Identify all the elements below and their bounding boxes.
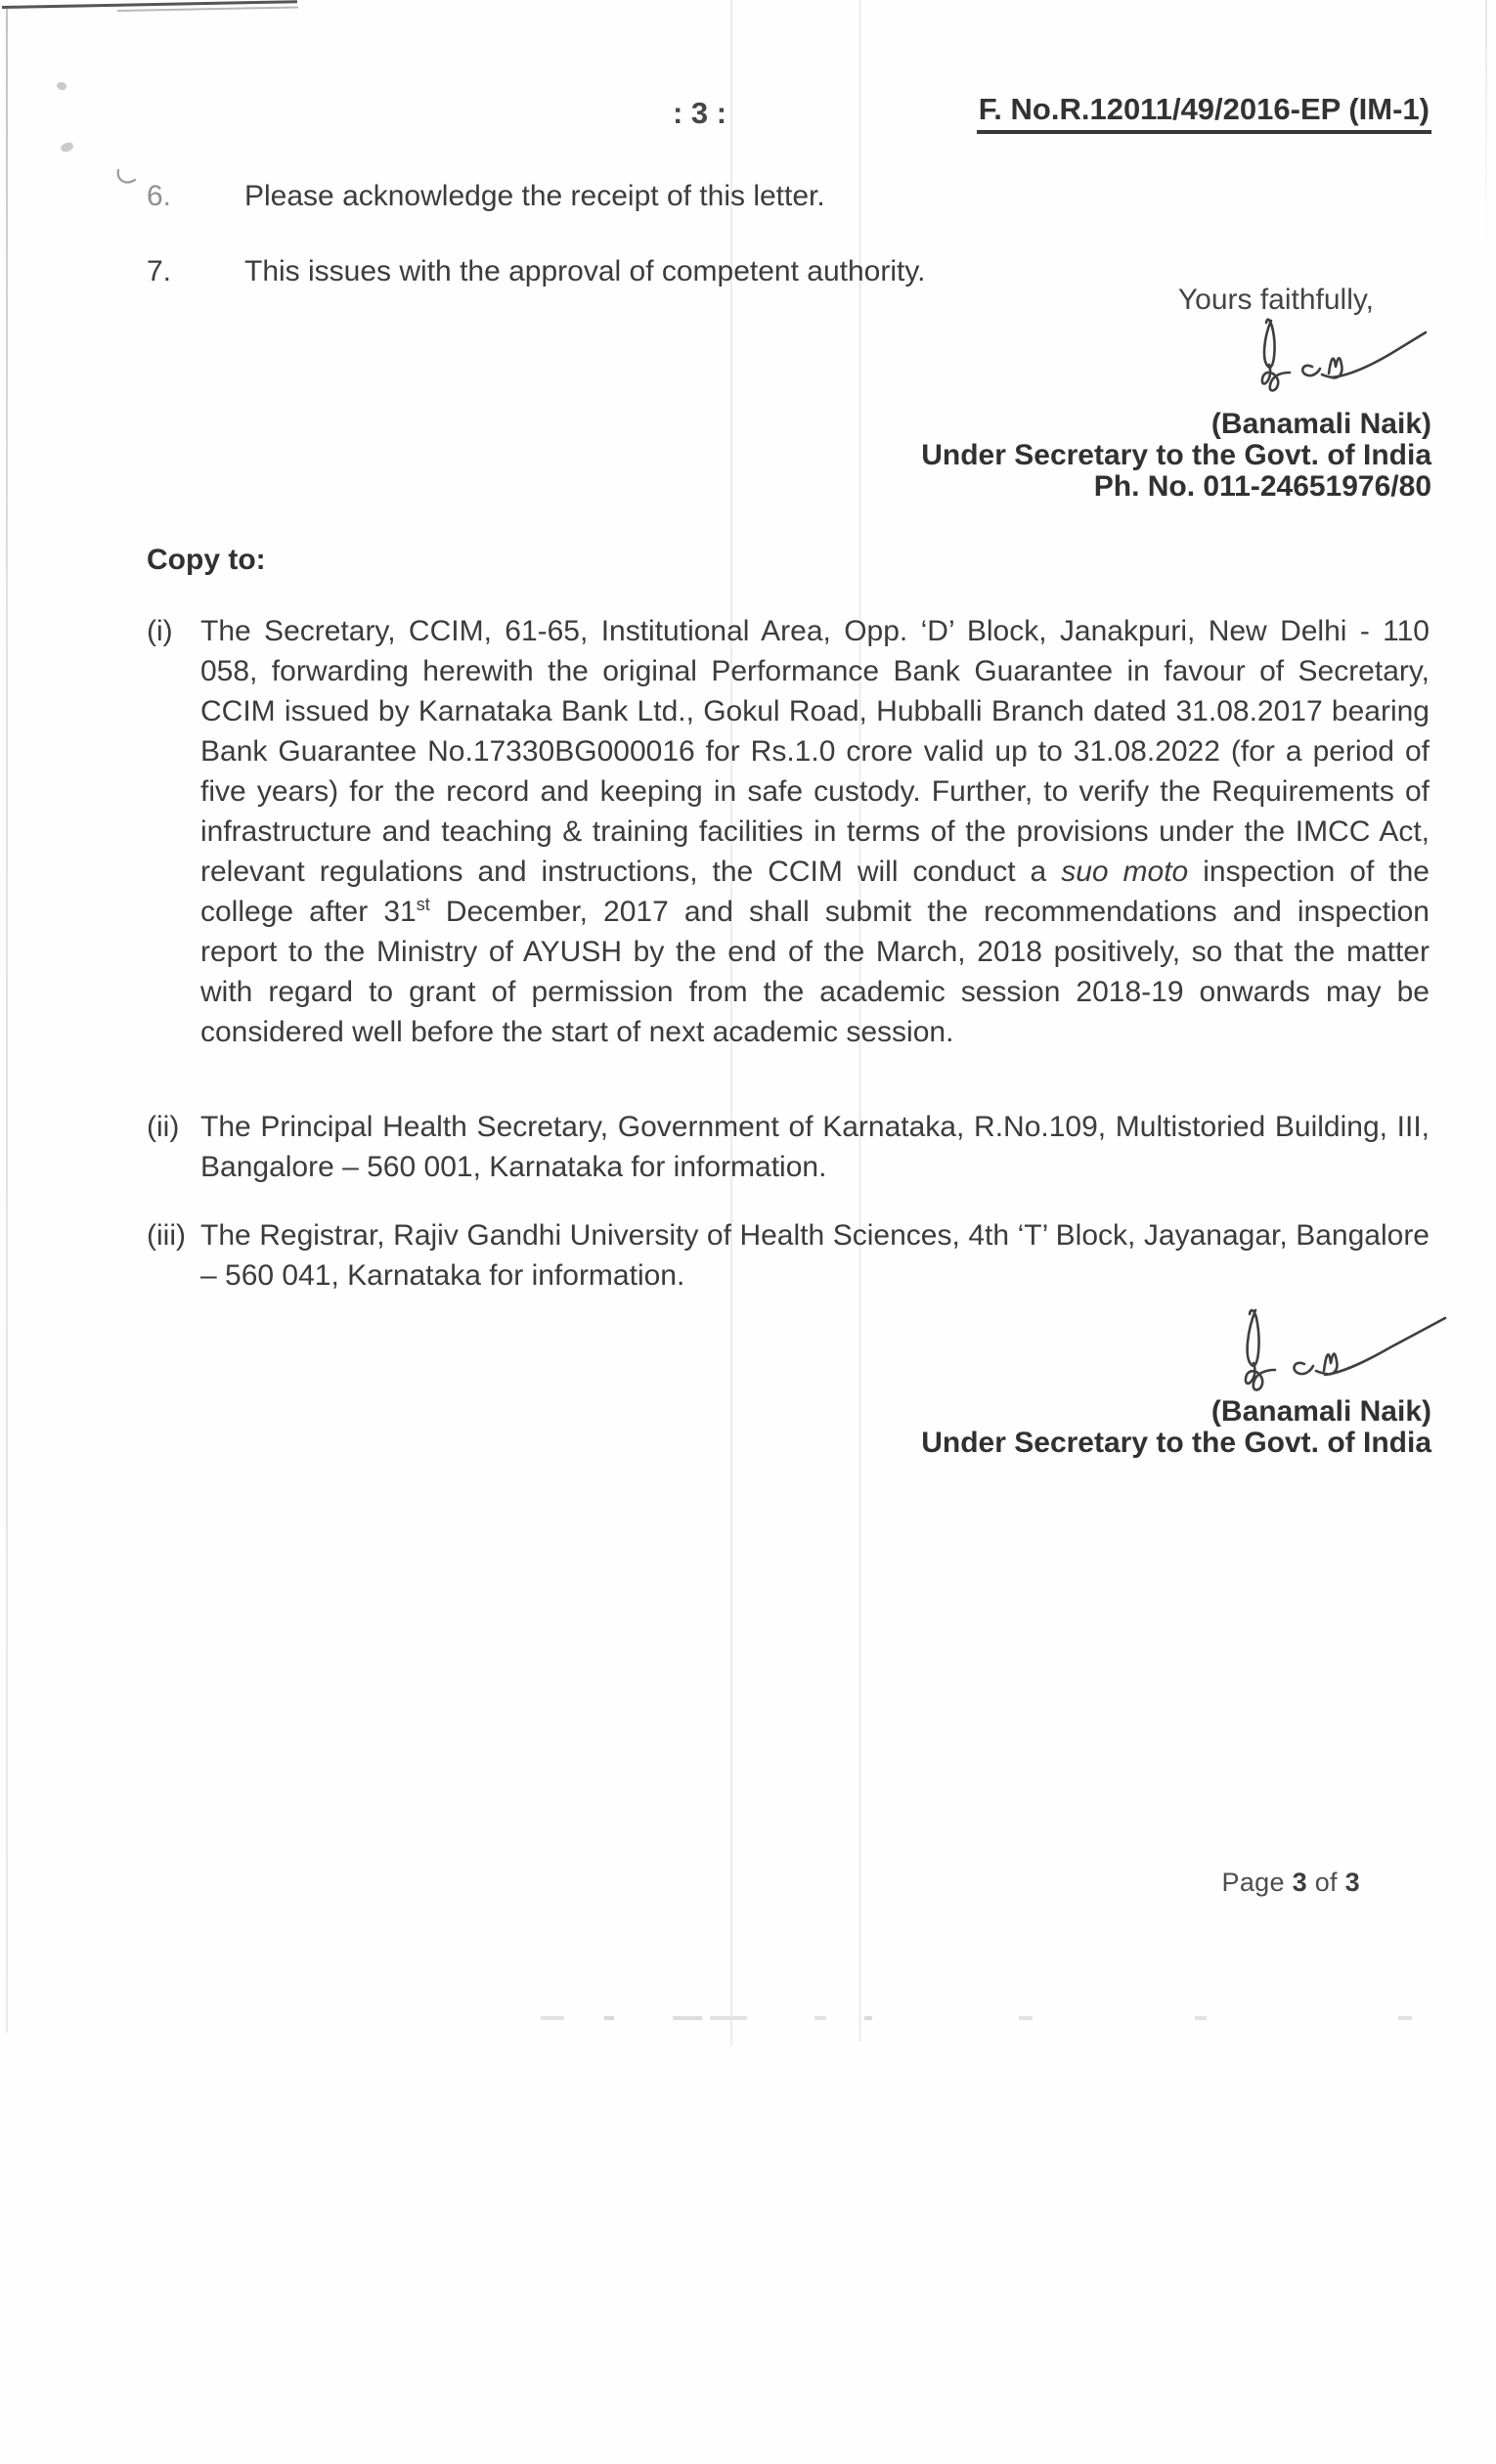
item-text: This issues with the approval of competent authority. [244,255,926,287]
scan-left-edge [6,9,8,2033]
copy-item-i [147,611,1430,1052]
copy-item-iii [147,1215,1430,1296]
scan-right-edge [1485,0,1487,254]
copy-item-label: (iii) [147,1219,186,1252]
scan-artifact [864,2016,872,2020]
signature-block-1 [921,409,1431,503]
scan-speck [56,81,67,92]
scan-artifact [673,2016,702,2020]
closing-salutation: Yours faithfully, [1177,284,1374,316]
scan-artifact [1195,2016,1207,2020]
copy-to-heading: Copy to: [147,544,266,576]
numbered-item-6 [147,176,1430,216]
signatory-phone: Ph. No. 011-24651976/80 [1093,470,1431,503]
signatory-title: Under Secretary to the Govt. of India [921,439,1431,471]
copy-item-label: (i) [147,615,173,647]
scan-artifact [710,2016,747,2020]
signature-mark [1234,311,1430,399]
scan-speck [60,141,74,153]
scan-top-edge-echo [117,6,298,12]
pen-mark [115,168,145,190]
file-number: F. No.R.12011/49/2016-EP (IM-1) [977,92,1431,134]
copy-item-ii [147,1107,1430,1187]
scan-artifact [541,2016,564,2020]
item-text: Please acknowledge the receipt of this letter. [244,180,825,212]
page-number-marker: : 3 : [673,96,727,130]
signatory-title: Under Secretary to the Govt. of India [921,1427,1431,1459]
signature-mark [1214,1302,1449,1400]
copy-item-text: The Registrar, Rajiv Gandhi University of Health Sciences, 4th ‘T’ Block, Jayanagar, Bangalore – 560 041, Karnataka for information. [200,1219,1430,1292]
copy-item-text: The Secretary, CCIM, 61-65, Institutional Area, Opp. ‘D’ Block, Janakpuri, New Delhi - 110 058, forwarding herewith the original Performance Bank Guarantee in favour of Secretary, CCIM issued by Karnataka Bank Ltd., Gokul Road, Hubballi Branch dated 31.08.2017 bearing Bank Guarantee No.17330BG000016 for Rs.1.0 crore valid up to 31.08.2022 (for a period of five years) for the record and keeping in safe custody. Further, to verify the Requirements of infrastructure and teaching & training facilities in terms of the provisions under the IMCC Act, relevant regulations and instructions, the CCIM will conduct a suo moto inspection of the college after 31st December, 2017 and shall submit the recommendations and inspection report to the Ministry of AYUSH by the end of the March, 2018 positively, so that the matter with regard to grant of permission from the academic session 2018-19 onwards may be considered well before the start of next academic session. [200,615,1430,1048]
scan-artifact [814,2016,826,2020]
copy-item-text: The Principal Health Secretary, Government of Karnataka, R.No.109, Multistoried Building, III, Bangalore – 560 001, Karnataka for information. [200,1111,1430,1183]
item-number: 7. [147,255,172,287]
scan-artifact [1398,2016,1412,2020]
signatory-name: (Banamali Naik) [1210,1395,1431,1428]
signature-block-2 [921,1396,1431,1459]
page-footer: Page 3 of 3 [1221,1868,1360,1897]
scan-artifact [604,2016,614,2020]
scan-artifact [1019,2016,1033,2020]
copy-item-label: (ii) [147,1111,180,1143]
item-number: 6. [147,180,172,212]
signatory-name: (Banamali Naik) [1210,408,1431,440]
